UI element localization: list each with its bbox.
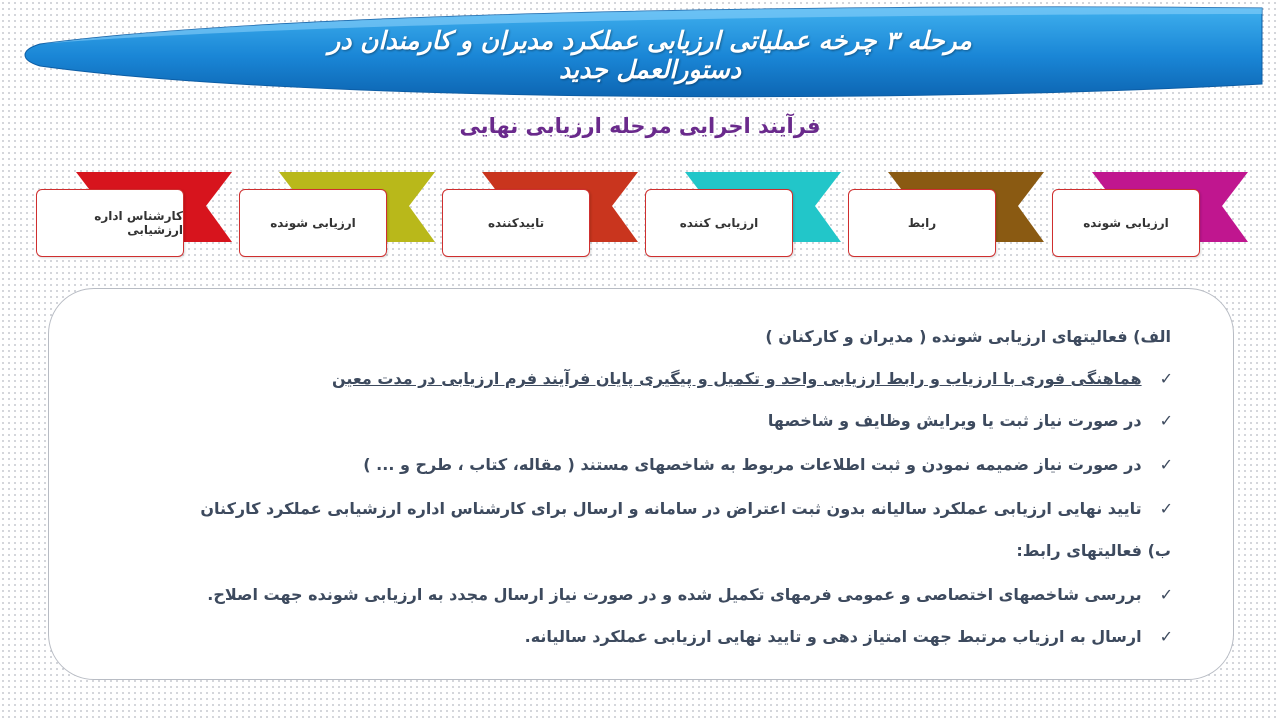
step-4 (442, 170, 657, 265)
list-item: ✓هماهنگی فوری با ارزیاب و رابط ارزیابی واحد و تکمیل و پیگیری پایان فرآیند فرم ارزیابی در مدت معین (331, 369, 1173, 388)
check-icon: ✓ (1159, 369, 1173, 388)
page-title: مرحله ۳ چرخه عملیاتی ارزیابی عملکرد مدیران و کارمندان در دستورالعمل جدید (328, 26, 972, 84)
list-item: ✓در صورت نیاز ثبت یا ویرایش وظایف و شاخصها (767, 411, 1173, 430)
step-label: رابط (848, 189, 996, 257)
list-item: ✓بررسی شاخصهای اختصاصی و عمومی فرمهای تکمیل شده و در صورت نیاز ارسال مجدد به ارزیابی شونده جهت اصلاح. (207, 585, 1173, 604)
check-icon: ✓ (1159, 627, 1173, 646)
list-item: ✓تایید نهایی ارزیابی عملکرد سالیانه بدون ثبت اعتراض در سامانه و ارسال برای کارشناس اداره ارزشیابی عملکرد کارکنان (200, 499, 1173, 518)
list-item: ✓در صورت نیاز ضمیمه نمودن و ثبت اطلاعات مربوط به شاخصهای مستند ( مقاله، کتاب ، طرح و ... ) (363, 455, 1173, 474)
step-label: ارزیابی شونده (1052, 189, 1200, 257)
step-6 (36, 170, 251, 265)
title-banner (0, 0, 1280, 110)
check-icon: ✓ (1159, 585, 1173, 604)
check-icon: ✓ (1159, 499, 1173, 518)
section-a-heading: الف) فعالیتهای ارزیابی شونده ( مدیران و کارکنان ) (765, 327, 1171, 346)
check-icon: ✓ (1159, 455, 1173, 474)
process-flow (0, 170, 1280, 265)
section-subtitle: فرآیند اجرایی مرحله ارزیابی نهایی (459, 114, 821, 138)
step-label: کارشناس اداره ارزشیابی (36, 189, 184, 257)
step-label: ارزیابی کننده (645, 189, 793, 257)
activities-panel (48, 288, 1234, 680)
step-2 (848, 170, 1063, 265)
section-b-heading: ب) فعالیتهای رابط: (1016, 541, 1171, 560)
step-5 (239, 170, 454, 265)
step-label: تاییدکننده (442, 189, 590, 257)
step-3 (645, 170, 860, 265)
step-label: ارزیابی شونده (239, 189, 387, 257)
check-icon: ✓ (1159, 411, 1173, 430)
step-1 (1052, 170, 1267, 265)
list-item: ✓ارسال به ارزیاب مرتبط جهت امتیاز دهی و تایید نهایی ارزیابی عملکرد سالیانه. (524, 627, 1173, 646)
